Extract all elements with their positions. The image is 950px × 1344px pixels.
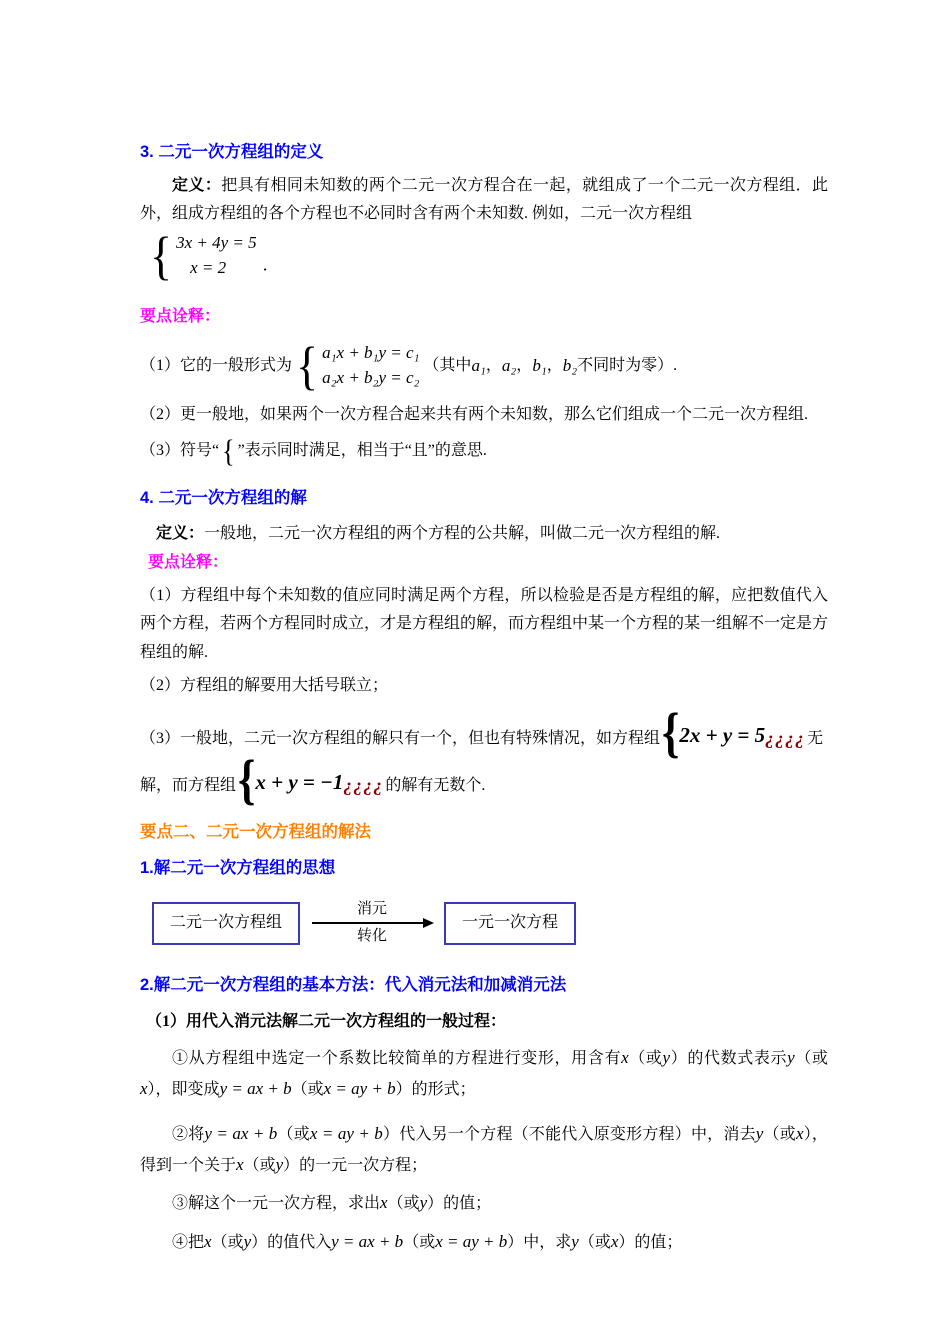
flow-arrow-group: [306, 900, 438, 947]
step2-text: （或: [277, 1125, 310, 1143]
equation-column: [318, 341, 419, 390]
substitution-method-title: [146, 1008, 828, 1037]
definition-label: 定义：: [172, 176, 222, 194]
comma: ，: [485, 356, 502, 374]
step4-text: ）的值；: [618, 1234, 683, 1252]
var: y: [571, 1232, 579, 1252]
coefficient-a2: a₂: [501, 355, 517, 375]
var: x: [621, 1048, 629, 1068]
flow-box-linear-equation: 一元一次方程: [444, 902, 576, 945]
section4-note2: （2）方程组的解要用大括号联立；: [140, 676, 389, 694]
note3-post: 的解有无数个.: [385, 776, 486, 794]
step4-paragraph: [140, 1227, 828, 1258]
formula: y = ax + b: [204, 1123, 278, 1143]
section4-heading: 4. 二元一次方程组的解: [140, 489, 307, 508]
flow-box-system-of-equations: 二元一次方程组: [152, 902, 300, 945]
step4-text: ④把: [172, 1234, 205, 1252]
left-brace: {: [238, 749, 256, 811]
note3-pre: （3）符号“: [140, 442, 220, 460]
step1-text: ），即变成: [147, 1080, 220, 1098]
step4-text: ）的值代入: [251, 1234, 332, 1252]
var: y: [419, 1193, 428, 1213]
special-system-2: [238, 749, 384, 811]
step3-text: ）的值；: [427, 1195, 492, 1213]
formula: x = ay + b: [435, 1232, 508, 1252]
step2-text: ）代入另一个方程（不能代入原变形方程）中，消去: [382, 1125, 756, 1143]
var: x: [204, 1232, 212, 1252]
step2-text: ）的一元一次方程；: [283, 1156, 428, 1174]
section3-note3: [140, 434, 828, 469]
step1-paragraph: [140, 1043, 828, 1105]
general-form-line: [140, 336, 828, 396]
var: x: [236, 1154, 244, 1174]
var: x: [610, 1232, 619, 1252]
arrow-shaft: [312, 922, 432, 924]
left-brace: {: [662, 702, 680, 765]
method-title-text: （1）用代入消元法解二元一次方程组的一般过程：: [146, 1013, 507, 1031]
equation-line-1: 3x + 4y = 5: [176, 233, 257, 253]
step1-text: （或: [794, 1050, 828, 1068]
step1-text: ）的代数式表示: [670, 1050, 788, 1068]
general-equation-1: a₁x + b₁y = c₁: [322, 343, 420, 363]
inline-brace: {: [222, 434, 235, 469]
solution-flow-diagram: [152, 900, 828, 947]
equation-column: [172, 231, 257, 280]
section4-note1: （1）方程组中每个未知数的值应同时满足两个方程，所以检验是否是方程组的解，应把数值代入两个方程，若两个方程同时成立，才是方程组的解，而方程组中某一个方程的某一组解不一定是方程组的解.: [140, 586, 829, 662]
left-brace: {: [150, 226, 173, 286]
step2-text: （或: [763, 1125, 796, 1143]
general-form-mid: （其中: [423, 356, 472, 374]
example-equation-system: [150, 226, 828, 286]
special-equation-1: 2x + y = 5: [679, 722, 766, 747]
key-notes-title-1: 要点诠释：: [140, 307, 221, 325]
subheading-idea: 1.解二元一次方程组的思想: [140, 858, 336, 877]
note3-tail: 无: [807, 729, 824, 747]
var: y: [787, 1048, 795, 1068]
coefficient-a1: a₁: [471, 355, 486, 375]
var: x: [795, 1123, 804, 1143]
note3-cont: 解，而方程组: [140, 776, 237, 794]
section3-note2: （2）更一般地，如果两个一次方程合起来共有两个未知数，那么它们组成一个二元一次方程组.: [140, 405, 809, 423]
step1-text: ①从方程组中选定一个系数比较简单的方程进行变形，用含有: [172, 1050, 622, 1068]
corrupted-field-marks: ¿¿¿¿: [765, 728, 806, 749]
var: y: [243, 1232, 252, 1252]
note3-pre: （3）一般地，二元一次方程组的解只有一个，但也有特殊情况，如方程组: [140, 729, 661, 747]
special-equation-2: x + y = −1: [255, 769, 344, 794]
coefficient-b1: b₁: [532, 355, 547, 375]
sentence-period: ．: [262, 256, 279, 274]
left-brace: {: [296, 336, 319, 396]
arrow-head-icon: [423, 918, 434, 928]
section3-definition-paragraph: [140, 172, 828, 230]
definition-text: 一般地，二元一次方程组的两个方程的公共解，叫做二元一次方程组的解.: [204, 524, 721, 542]
comma: ，: [546, 356, 563, 374]
var: y: [662, 1048, 671, 1068]
section4-note3-line2: [140, 749, 828, 811]
equation-line-2: x = 2: [190, 257, 227, 277]
step3-text: ③解这个一元一次方程，求出: [172, 1195, 381, 1213]
formula: x = ay + b: [309, 1123, 383, 1143]
step1-text: ）的形式；: [395, 1080, 476, 1098]
formula: y = ax + b: [331, 1232, 404, 1252]
step4-text: ）中，求: [507, 1234, 572, 1252]
step4-text: （或: [578, 1234, 611, 1252]
step1-text: （或: [291, 1080, 324, 1098]
general-form-pre: （1）它的一般形式为: [140, 356, 293, 374]
arrow-label-bottom: 转化: [357, 928, 388, 945]
var: x: [140, 1078, 148, 1098]
section3-heading: 3. 二元一次方程组的定义: [140, 143, 324, 161]
step1-text: （或: [628, 1050, 663, 1068]
comma: ，: [516, 356, 533, 374]
var: x: [380, 1193, 388, 1213]
note3-post: ”表示同时满足，相当于“且”的意思.: [237, 442, 487, 460]
var: y: [755, 1123, 764, 1143]
section4-definition-paragraph: [140, 520, 828, 549]
coefficient-b2: b₂: [562, 355, 578, 375]
step2-text: ②将: [172, 1125, 205, 1143]
subheading-methods: 2.解二元一次方程组的基本方法：代入消元法和加减消元法: [140, 975, 567, 994]
step4-text: （或: [211, 1234, 244, 1252]
var: y: [275, 1154, 284, 1174]
general-equation-2: a₂x + b₂y = c₂: [322, 368, 420, 387]
special-system-1: [662, 702, 806, 765]
step4-text: （或: [403, 1234, 436, 1252]
general-form-system: [296, 336, 420, 396]
step3-paragraph: [140, 1188, 828, 1219]
corrupted-field-marks: ¿¿¿¿: [343, 774, 384, 795]
formula: x = ay + b: [323, 1078, 396, 1098]
formula: y = ax + b: [219, 1078, 292, 1098]
step2-text: ），得到一个关于: [140, 1125, 828, 1174]
definition-text: 把具有相同未知数的两个二元一次方程合在一起，就组成了一个二元一次方程组．此外，组成方程组的各个方程也不必同时含有两个未知数. 例如，二元一次方程组: [140, 176, 828, 223]
section-keypoint2-heading: 要点二、二元一次方程组的解法: [140, 823, 371, 842]
general-form-post: 不同时为零）.: [577, 356, 678, 374]
step3-text: （或: [387, 1195, 420, 1213]
key-notes-title-2: 要点诠释：: [148, 553, 229, 571]
step2-paragraph: [140, 1119, 828, 1181]
definition-label: 定义：: [156, 524, 205, 542]
arrow-label-top: 消元: [357, 900, 388, 917]
step2-text: （或: [243, 1156, 276, 1174]
